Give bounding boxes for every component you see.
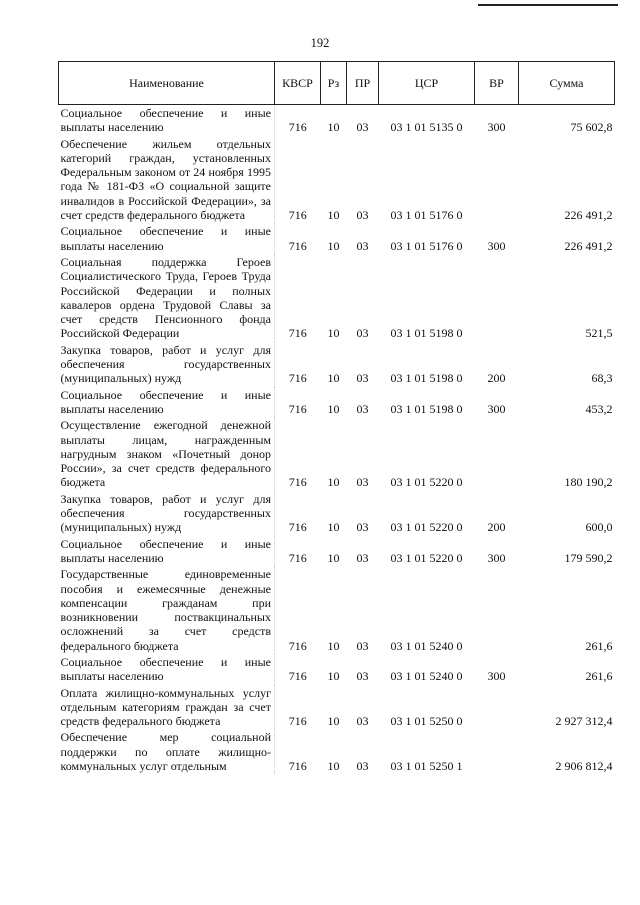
row-pr: 03 bbox=[356, 401, 369, 416]
header-rz: Рз bbox=[321, 62, 347, 105]
row-csr: 03 1 01 5240 0 bbox=[390, 638, 463, 653]
row-vr: 300 bbox=[487, 401, 506, 416]
header-pr: ПР bbox=[347, 62, 379, 105]
row-name: Социальное обеспечение и иные выплаты населению bbox=[59, 536, 275, 567]
row-pr: 03 bbox=[356, 550, 369, 565]
row-name: Осуществление ежегодной денежной выплаты лицам, награжденным нагрудным знаком «Почетный донор России», за счет средств федерального бюджета bbox=[59, 417, 275, 490]
row-vr: 300 bbox=[487, 120, 506, 135]
row-sum: 2 927 312,4 bbox=[555, 714, 613, 729]
table-row bbox=[59, 136, 615, 224]
row-kvsr: 716 bbox=[288, 208, 307, 223]
row-name: Социальное обеспечение и иные выплаты населению bbox=[59, 387, 275, 418]
row-name: Обеспечение жильем отдельных категорий граждан, установленных Федеральным законом от 24 ноября 1995 года № 181-ФЗ «О социальной защите инвалидов в Российской Федерации», за счет средств федерального бюджета bbox=[59, 136, 275, 224]
row-kvsr: 716 bbox=[288, 550, 307, 565]
row-sum: 2 906 812,4 bbox=[555, 759, 613, 774]
table-row bbox=[59, 536, 615, 567]
row-vr bbox=[475, 417, 519, 490]
row-csr: 03 1 01 5250 0 bbox=[390, 714, 463, 729]
row-kvsr: 716 bbox=[288, 120, 307, 135]
row-pr: 03 bbox=[356, 520, 369, 535]
row-vr: 300 bbox=[487, 669, 506, 684]
row-name: Закупка товаров, работ и услуг для обеспечения государственных (муниципальных) нужд bbox=[59, 491, 275, 536]
row-vr: 200 bbox=[487, 520, 506, 535]
row-pr: 03 bbox=[356, 759, 369, 774]
row-csr: 03 1 01 5250 1 bbox=[390, 759, 463, 774]
row-sum: 226 491,2 bbox=[564, 238, 613, 253]
row-vr: 300 bbox=[487, 550, 506, 565]
header-sum: Сумма bbox=[519, 62, 615, 105]
row-name: Обеспечение мер социальной поддержки по оплате жилищно-коммунальных услуг отдельным bbox=[59, 729, 275, 774]
table-row bbox=[59, 342, 615, 387]
row-pr: 03 bbox=[356, 208, 369, 223]
row-kvsr: 716 bbox=[288, 669, 307, 684]
table-row bbox=[59, 566, 615, 654]
table-row bbox=[59, 685, 615, 730]
row-vr bbox=[475, 729, 519, 774]
table-row bbox=[59, 254, 615, 342]
header-vr: ВР bbox=[475, 62, 519, 105]
row-sum: 180 190,2 bbox=[564, 475, 613, 490]
row-name: Оплата жилищно-коммунальных услуг отдельным категориям граждан за счет средств федерального бюджета bbox=[59, 685, 275, 730]
row-csr: 03 1 01 5220 0 bbox=[390, 520, 463, 535]
table-row bbox=[59, 491, 615, 536]
header-name: Наименование bbox=[59, 62, 275, 105]
row-kvsr: 716 bbox=[288, 759, 307, 774]
header-csr: ЦСР bbox=[379, 62, 475, 105]
row-rz: 10 bbox=[327, 371, 340, 386]
row-sum: 600,0 bbox=[585, 520, 613, 535]
row-kvsr: 716 bbox=[288, 238, 307, 253]
budget-table bbox=[58, 61, 615, 774]
row-rz: 10 bbox=[327, 475, 340, 490]
row-name: Закупка товаров, работ и услуг для обеспечения государственных (муниципальных) нужд bbox=[59, 342, 275, 387]
row-vr: 300 bbox=[487, 238, 506, 253]
row-kvsr: 716 bbox=[288, 326, 307, 341]
row-csr: 03 1 01 5240 0 bbox=[390, 669, 463, 684]
row-rz: 10 bbox=[327, 208, 340, 223]
row-sum: 179 590,2 bbox=[564, 550, 613, 565]
row-rz: 10 bbox=[327, 520, 340, 535]
table-row bbox=[59, 223, 615, 254]
row-vr bbox=[475, 136, 519, 224]
row-pr: 03 bbox=[356, 669, 369, 684]
row-kvsr: 716 bbox=[288, 714, 307, 729]
row-csr: 03 1 01 5220 0 bbox=[390, 475, 463, 490]
row-kvsr: 716 bbox=[288, 371, 307, 386]
row-name: Социальное обеспечение и иные выплаты населению bbox=[59, 654, 275, 685]
row-vr: 200 bbox=[487, 371, 506, 386]
row-csr: 03 1 01 5198 0 bbox=[390, 371, 463, 386]
row-sum: 68,3 bbox=[591, 371, 613, 386]
row-kvsr: 716 bbox=[288, 520, 307, 535]
row-kvsr: 716 bbox=[288, 475, 307, 490]
row-vr bbox=[475, 254, 519, 342]
row-vr bbox=[475, 685, 519, 730]
row-name: Социальное обеспечение и иные выплаты населению bbox=[59, 223, 275, 254]
row-rz: 10 bbox=[327, 238, 340, 253]
row-rz: 10 bbox=[327, 714, 340, 729]
row-pr: 03 bbox=[356, 714, 369, 729]
header-kvsr: КВСР bbox=[275, 62, 321, 105]
row-pr: 03 bbox=[356, 120, 369, 135]
row-rz: 10 bbox=[327, 120, 340, 135]
row-name: Государственные единовременные пособия и ежемесячные денежные компенсации гражданам при возникновении поствакцинальных осложнений за счет средств федерального бюджета bbox=[59, 566, 275, 654]
row-pr: 03 bbox=[356, 326, 369, 341]
row-sum: 453,2 bbox=[585, 401, 613, 416]
row-csr: 03 1 01 5176 0 bbox=[390, 208, 463, 223]
table-row bbox=[59, 654, 615, 685]
row-pr: 03 bbox=[356, 475, 369, 490]
row-kvsr: 716 bbox=[288, 638, 307, 653]
row-sum: 261,6 bbox=[585, 638, 613, 653]
row-rz: 10 bbox=[327, 669, 340, 684]
table-header-row bbox=[59, 62, 615, 105]
row-csr: 03 1 01 5198 0 bbox=[390, 401, 463, 416]
row-rz: 10 bbox=[327, 759, 340, 774]
row-rz: 10 bbox=[327, 326, 340, 341]
row-pr: 03 bbox=[356, 371, 369, 386]
table-row bbox=[59, 417, 615, 490]
row-csr: 03 1 01 5198 0 bbox=[390, 326, 463, 341]
table-row bbox=[59, 729, 615, 774]
table-row bbox=[59, 387, 615, 418]
row-csr: 03 1 01 5176 0 bbox=[390, 238, 463, 253]
row-name: Социальное обеспечение и иные выплаты населению bbox=[59, 105, 275, 136]
row-sum: 75 602,8 bbox=[570, 120, 613, 135]
top-rule bbox=[478, 4, 618, 6]
table-row bbox=[59, 105, 615, 136]
row-sum: 226 491,2 bbox=[564, 208, 613, 223]
row-sum: 261,6 bbox=[585, 669, 613, 684]
row-vr bbox=[475, 566, 519, 654]
page-number: 192 bbox=[310, 36, 330, 50]
row-rz: 10 bbox=[327, 638, 340, 653]
row-rz: 10 bbox=[327, 550, 340, 565]
row-pr: 03 bbox=[356, 238, 369, 253]
row-rz: 10 bbox=[327, 401, 340, 416]
row-name: Социальная поддержка Героев Социалистического Труда, Героев Труда Российской Федерации и полных кавалеров ордена Трудовой Славы за счет средств Пенсионного фонда Российской Федерации bbox=[59, 254, 275, 342]
row-csr: 03 1 01 5220 0 bbox=[390, 550, 463, 565]
row-kvsr: 716 bbox=[288, 401, 307, 416]
row-sum: 521,5 bbox=[585, 326, 613, 341]
row-pr: 03 bbox=[356, 638, 369, 653]
row-csr: 03 1 01 5135 0 bbox=[390, 120, 463, 135]
